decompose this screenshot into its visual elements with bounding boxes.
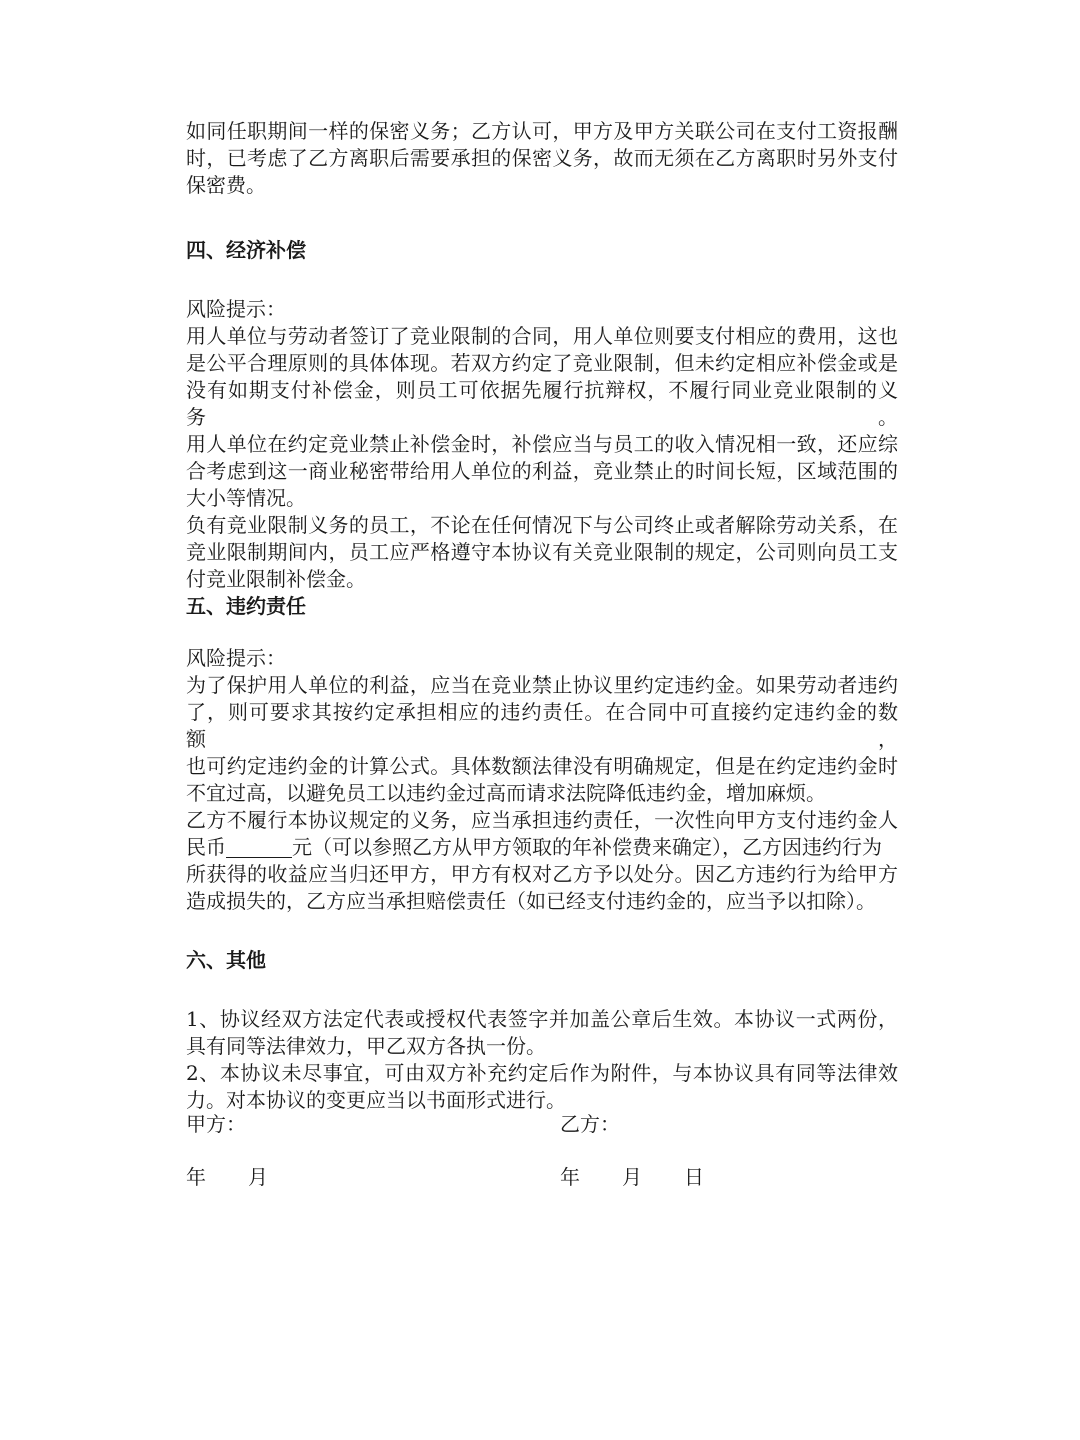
party-b-label: 乙方： — [560, 1112, 620, 1136]
party-b-date — [560, 1164, 704, 1191]
year-label: 年 — [186, 1165, 206, 1189]
party-a-label: 甲方： — [186, 1112, 246, 1136]
amount-prefix: 民币 — [186, 835, 226, 859]
text-line: 不宜过高，以避免员工以违约金过高而请求法院降低违约金，增加麻烦。 — [186, 781, 826, 805]
text-line: 是公平合理原则的具体体现。若双方约定了竞业限制，但未约定相应补偿金或是 — [186, 351, 898, 375]
amount-blank — [226, 837, 292, 858]
text-line: 也可约定违约金的计算公式。具体数额法律没有明确规定，但是在约定违约金时 — [186, 754, 898, 778]
year-label: 年 — [560, 1165, 580, 1189]
text-line: 为了保护用人单位的利益，应当在竞业禁止协议里约定违约金。如果劳动者违约 — [186, 673, 898, 697]
text-line: 2、本协议未尽事宜，可由双方补充约定后作为附件，与本协议具有同等法律效 — [186, 1061, 898, 1085]
section-4-heading: 四、经济补偿 — [186, 238, 306, 262]
text-line: 没有如期支付补偿金，则员工可依据先履行抗辩权，不履行同业竞业限制的义务。 — [186, 378, 898, 429]
section-6-heading: 六、其他 — [186, 948, 266, 972]
text-line: 合考虑到这一商业秘密带给用人单位的利益，竞业禁止的时间长短，区域范围的 — [186, 459, 898, 483]
text-line: 保密费。 — [186, 173, 266, 197]
text-line: 时，已考虑了乙方离职后需要承担的保密义务，故而无须在乙方离职时另外支付 — [186, 146, 898, 170]
text-line: 负有竞业限制义务的员工，不论在任何情况下与公司终止或者解除劳动关系，在 — [186, 513, 898, 537]
text-line: 1、协议经双方法定代表或授权代表签字并加盖公章后生效。本协议一式两份， — [186, 1007, 898, 1031]
party-a-date — [186, 1164, 268, 1191]
text-line: 付竞业限制补偿金。 — [186, 567, 366, 591]
amount-line — [186, 834, 898, 861]
text-line: 如同任职期间一样的保密义务；乙方认可，甲方及甲方关联公司在支付工资报酬 — [186, 119, 898, 143]
month-label: 月 — [248, 1165, 268, 1189]
text-line: 具有同等法律效力，甲乙双方各执一份。 — [186, 1034, 546, 1058]
day-label: 日 — [684, 1165, 704, 1189]
text-line: 竞业限制期间内，员工应严格遵守本协议有关竞业限制的规定，公司则向员工支 — [186, 540, 898, 564]
section-5-risk-label: 风险提示： — [186, 646, 286, 670]
text-line: 大小等情况。 — [186, 486, 306, 510]
text-line: 用人单位与劳动者签订了竞业限制的合同，用人单位则要支付相应的费用，这也 — [186, 324, 898, 348]
section-5-body — [186, 672, 898, 915]
section-4-risk-label: 风险提示： — [186, 297, 286, 321]
intro-paragraph — [186, 118, 898, 199]
text-line: 造成损失的，乙方应当承担赔偿责任（如已经支付违约金的，应当予以扣除）。 — [186, 889, 876, 913]
text-line: 乙方不履行本协议规定的义务，应当承担违约责任，一次性向甲方支付违约金人 — [186, 808, 898, 832]
document-page — [186, 118, 898, 1114]
text-line: 用人单位在约定竞业禁止补偿金时，补偿应当与员工的收入情况相一致，还应综 — [186, 432, 898, 456]
text-line: 力。对本协议的变更应当以书面形式进行。 — [186, 1088, 566, 1112]
section-4-body — [186, 323, 898, 593]
amount-suffix: 元（可以参照乙方从甲方领取的年补偿费来确定），乙方因违约行为 — [292, 835, 882, 859]
section-5-heading: 五、违约责任 — [186, 594, 306, 618]
text-line: 了，则可要求其按约定承担相应的违约责任。在合同中可直接约定违约金的数额， — [186, 700, 898, 751]
month-label: 月 — [622, 1165, 642, 1189]
section-6-body — [186, 1006, 898, 1114]
text-line: 所获得的收益应当归还甲方，甲方有权对乙方予以处分。因乙方违约行为给甲方 — [186, 862, 898, 886]
